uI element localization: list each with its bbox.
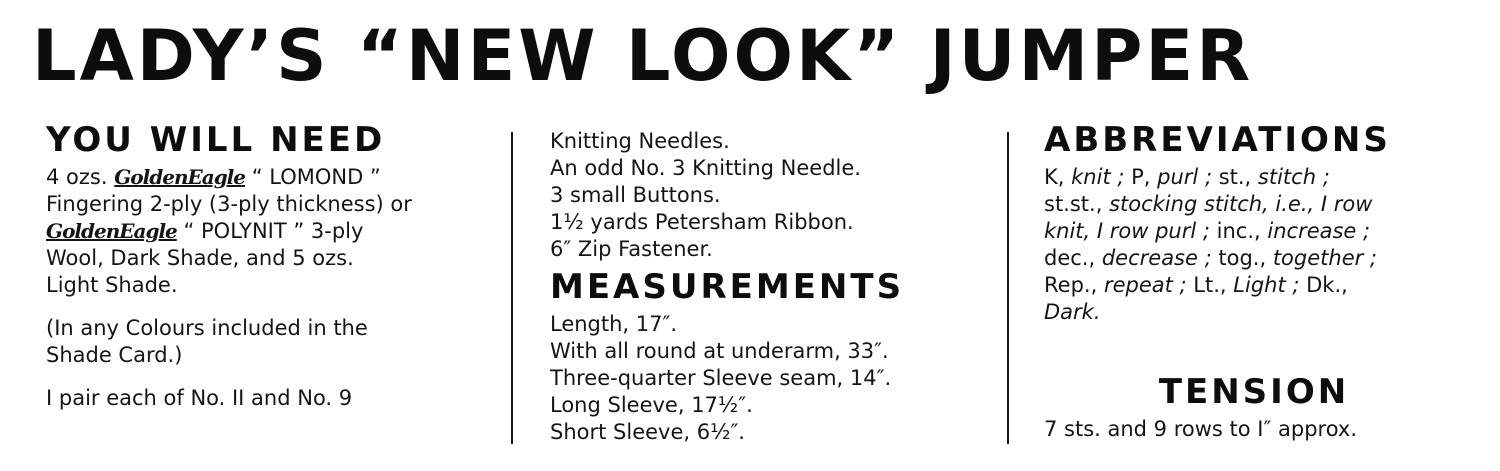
abbrev-meaning: repeat ; [1103, 273, 1187, 297]
abbrev-meaning: knit ; [1071, 165, 1125, 189]
materials-line: 3 small Buttons. [550, 183, 721, 207]
column-divider-left [511, 132, 513, 444]
polynit-label: “ POLYNIT ” 3-ply [183, 219, 364, 243]
page-title: LADY’S “NEW LOOK” JUMPER [32, 15, 1254, 97]
needles-line: I pair each of No. II and No. 9 [46, 386, 353, 410]
yarn-line-2: Fingering 2-ply (3-ply thickness) or [46, 192, 412, 216]
abbrev-term: Rep., [1044, 273, 1098, 297]
tension-text: 7 sts. and 9 rows to I″ approx. [1044, 417, 1358, 441]
abbrev-meaning: Light ; [1233, 273, 1300, 297]
abbrev-line-6: Dark. [1044, 300, 1101, 324]
yarn-quantity: 4 ozs. [46, 165, 108, 189]
materials-line: 6″ Zip Fastener. [550, 237, 713, 261]
abbrev-term: K, [1044, 165, 1065, 189]
abbrev-term: Dk., [1306, 273, 1348, 297]
abbrev-term: st.st., [1044, 192, 1103, 216]
colours-line-2: Shade Card.) [46, 343, 183, 367]
abbrev-term: Lt., [1193, 273, 1227, 297]
abbrev-line-5 [1044, 272, 1474, 299]
golden-eagle-logo-2: GoldenEagle [46, 219, 177, 243]
abbrev-term: inc., [1216, 219, 1261, 243]
abbrev-meaning: stocking stitch, i.e., I row [1109, 192, 1373, 216]
materials-measurements-section [550, 128, 980, 446]
abbrev-meaning: stitch ; [1257, 165, 1330, 189]
abbrev-meaning: together ; [1272, 246, 1378, 270]
golden-eagle-logo: GoldenEagle [114, 165, 245, 189]
measurement-line: Short Sleeve, 6½″. [550, 420, 745, 444]
abbrev-line-1 [1044, 164, 1474, 191]
materials-line: Knitting Needles. [550, 129, 730, 153]
abbrev-line-2 [1044, 191, 1474, 218]
abbrev-term: P, [1131, 165, 1151, 189]
measurement-line: Length, 17″. [550, 312, 678, 336]
abbrev-line-3 [1044, 218, 1474, 245]
abbrev-meaning: decrease ; [1101, 246, 1212, 270]
measurement-line: Three-quarter Sleeve seam, 14″. [550, 366, 892, 390]
abbrev-term: dec., [1044, 246, 1096, 270]
you-will-need-heading: YOU WILL NEED [46, 120, 386, 160]
abbreviations-heading: ABBREVIATIONS [1044, 120, 1391, 160]
yarn-line-1 [46, 164, 476, 191]
measurements-heading: MEASUREMENTS [550, 267, 905, 307]
abbrev-line-4 [1044, 245, 1474, 272]
you-will-need-section [46, 118, 476, 412]
abbrev-term: tog., [1218, 246, 1267, 270]
measurement-line: Long Sleeve, 17½″. [550, 393, 753, 417]
colours-line-1: (In any Colours included in the [46, 316, 368, 340]
abbrev-meaning: purl ; [1157, 165, 1213, 189]
abbreviations-section [1044, 118, 1474, 443]
yarn-line-5: Light Shade. [46, 273, 178, 297]
yarn-line-3 [46, 218, 476, 245]
tension-heading: TENSION [1158, 372, 1350, 412]
yarn-line-4: Wool, Dark Shade, and 5 ozs. [46, 246, 354, 270]
lomond-label: “ LOMOND ” [251, 165, 381, 189]
abbrev-meaning: increase ; [1267, 219, 1371, 243]
materials-line: 1½ yards Petersham Ribbon. [550, 210, 854, 234]
abbrev-term: st., [1218, 165, 1252, 189]
column-divider-right [1007, 132, 1009, 444]
materials-line: An odd No. 3 Knitting Needle. [550, 156, 861, 180]
abbrev-meaning: knit, I row purl ; [1044, 219, 1210, 243]
measurement-line: With all round at underarm, 33″. [550, 339, 889, 363]
